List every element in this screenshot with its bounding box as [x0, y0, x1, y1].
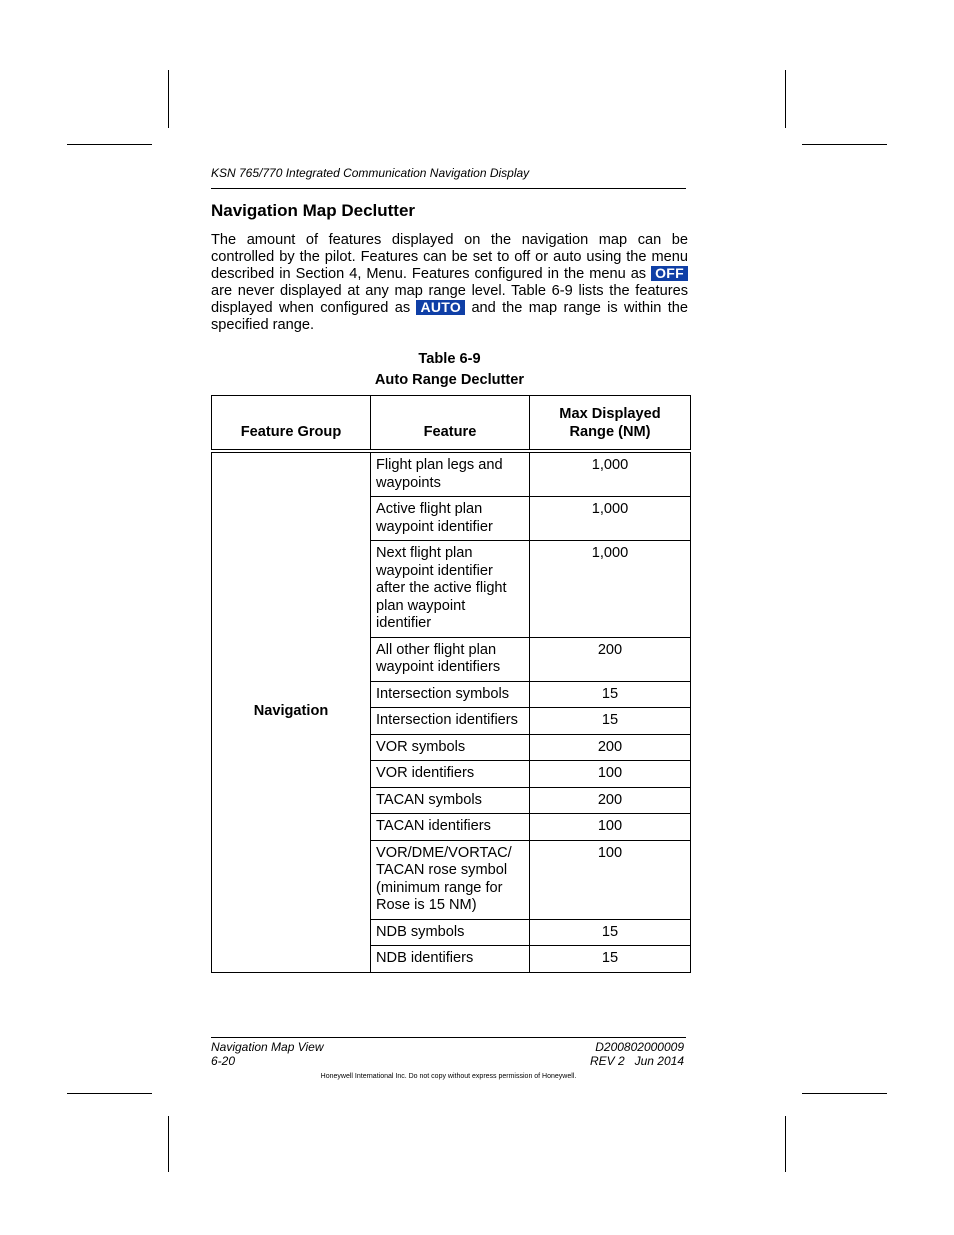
range-cell: 100 — [530, 840, 691, 919]
feature-cell: VOR symbols — [371, 734, 530, 761]
feature-cell: Intersection identifiers — [371, 708, 530, 735]
para-text: are never displayed at any map range level. Table 6-9 lists the features displayed when configured as — [211, 283, 688, 316]
crop-mark — [785, 70, 786, 128]
para-text: The amount of features displayed on the navigation map can be controlled by the pilot. Features can be set to off or auto using the menu described in Section 4, Menu. Features configured in the menu as — [211, 232, 688, 282]
running-header: KSN 765/770 Integrated Communication Navigation Display — [211, 166, 530, 180]
table-header-row — [212, 396, 691, 452]
feature-cell: TACAN symbols — [371, 787, 530, 814]
section-title: Navigation Map Declutter — [211, 201, 416, 220]
table-number: Table 6-9 — [418, 351, 481, 367]
feature-cell: TACAN identifiers — [371, 814, 530, 841]
range-cell: 1,000 — [530, 497, 691, 541]
range-cell: 200 — [530, 637, 691, 681]
header-feature-group: Feature Group — [212, 396, 371, 452]
footer-right — [590, 1040, 684, 1068]
feature-cell: Intersection symbols — [371, 681, 530, 708]
range-cell: 100 — [530, 761, 691, 788]
feature-cell: Flight plan legs and waypoints — [371, 451, 530, 497]
crop-mark — [67, 144, 152, 145]
footer-left — [211, 1040, 324, 1068]
footer-doc-number: D200802000009 — [595, 1040, 684, 1054]
range-cell: 200 — [530, 787, 691, 814]
feature-cell: All other flight plan waypoint identifiers — [371, 637, 530, 681]
feature-cell: VOR/DME/VORTAC/ TACAN rose symbol (minimum range for Rose is 15 NM) — [371, 840, 530, 919]
range-cell: 15 — [530, 946, 691, 973]
range-cell: 1,000 — [530, 451, 691, 497]
header-max-range: Max Displayed Range (NM) — [530, 396, 691, 452]
para-text: and the map range is within the specified range. — [211, 300, 688, 333]
feature-cell: VOR identifiers — [371, 761, 530, 788]
crop-mark — [802, 144, 887, 145]
range-cell: 200 — [530, 734, 691, 761]
range-cell: 15 — [530, 919, 691, 946]
range-cell: 15 — [530, 708, 691, 735]
table-row — [212, 451, 691, 497]
crop-mark — [168, 1116, 169, 1172]
footer-revision: REV 2 Jun 2014 — [589, 1054, 684, 1068]
copyright-notice: Honeywell International Inc. Do not copy without express permission of Honeywell. — [320, 1073, 577, 1080]
body-paragraph — [211, 232, 688, 334]
footer-section-name: Navigation Map View — [211, 1040, 324, 1054]
feature-cell: Next flight plan waypoint identifier after the active flight plan waypoint identifier — [371, 541, 530, 638]
crop-mark — [168, 70, 169, 128]
table-body — [212, 451, 691, 972]
range-cell: 15 — [530, 681, 691, 708]
feature-cell: NDB symbols — [371, 919, 530, 946]
header-rule — [211, 188, 686, 189]
footer-page-number: 6-20 — [211, 1054, 236, 1068]
feature-cell: Active flight plan waypoint identifier — [371, 497, 530, 541]
off-badge: OFF — [651, 266, 688, 281]
range-cell: 100 — [530, 814, 691, 841]
range-cell: 1,000 — [530, 541, 691, 638]
feature-cell: NDB identifiers — [371, 946, 530, 973]
crop-mark — [67, 1093, 152, 1094]
declutter-table — [211, 395, 691, 973]
crop-mark — [802, 1093, 887, 1094]
crop-mark — [785, 1116, 786, 1172]
table-title: Auto Range Declutter — [374, 372, 525, 388]
feature-group-cell: Navigation — [212, 451, 371, 972]
auto-badge: AUTO — [416, 300, 465, 315]
header-feature: Feature — [371, 396, 530, 452]
footer-rule — [211, 1037, 686, 1038]
